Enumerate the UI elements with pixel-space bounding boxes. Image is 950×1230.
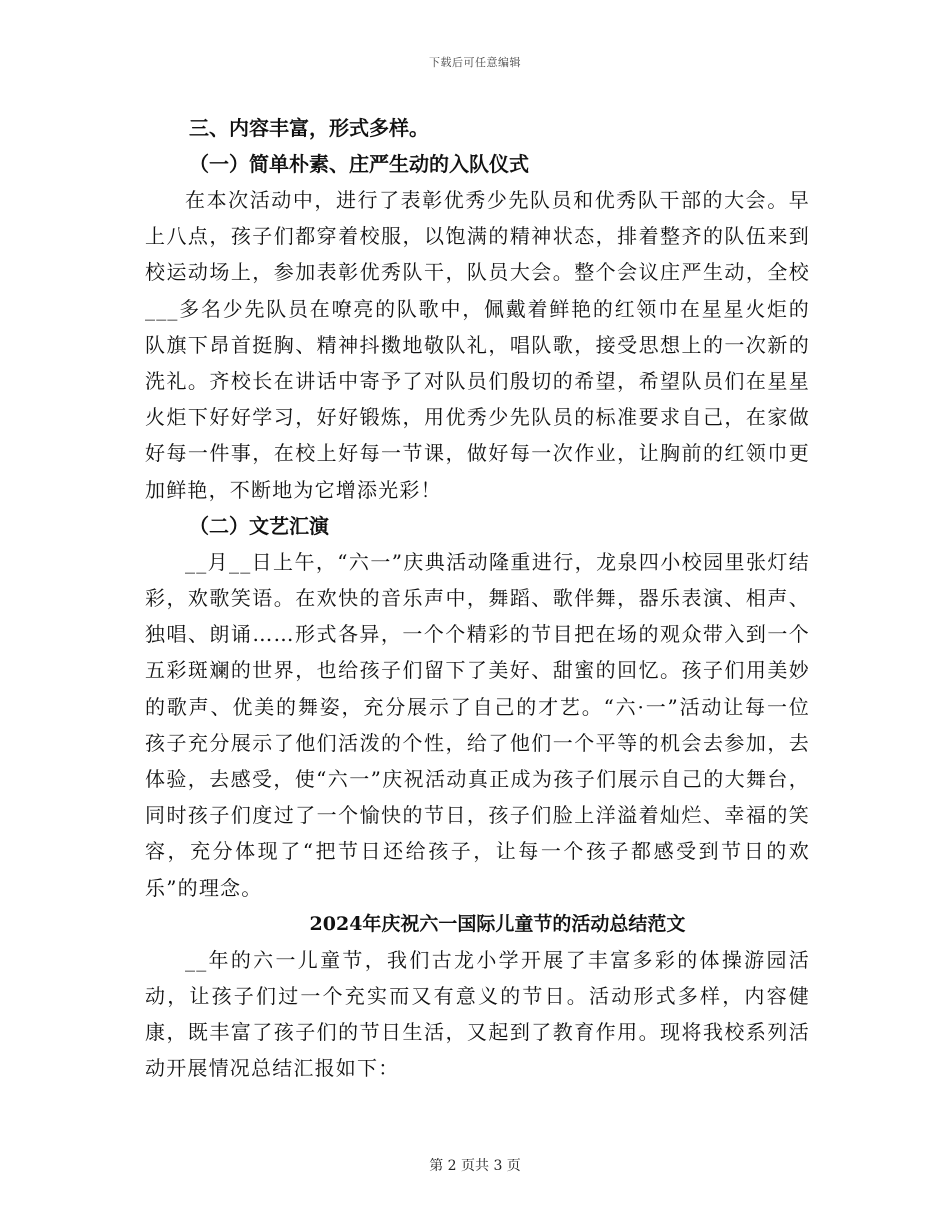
paragraph-intro: __年的六一儿童节，我们古龙小学开展了丰富多彩的体操游园活动，让孩子们过一个充实而又有意义的节日。活动形式多样，内容健康，既丰富了孩子们的节日生活，又起到了教育作用。现将我校系列活动开展情况总结汇报如下： [145, 947, 810, 1081]
subsection-heading-ceremony: （一）简单朴素、庄严生动的入队仪式 [189, 152, 529, 176]
document-body [145, 110, 810, 1087]
paragraph-ceremony: 在本次活动中，进行了表彰优秀少先队员和优秀队干部的大会。早上八点，孩子们都穿着校服，以饱满的精神状态，排着整齐的队伍来到校运动场上，参加表彰优秀队干，队员大会。整个会议庄严生动，全校___多名少先队员在嘹亮的队歌中，佩戴着鲜艳的红领巾在星星火炬的队旗下昂首挺胸、精神抖擞地敬队礼，唱队歌，接受思想上的一次新的洗礼。齐校长在讲话中寄予了对队员们殷切的希望，希望队员们在星星火炬下好好学习，好好锻炼，用优秀少先队员的标准要求自己，在家做好每一件事，在校上好每一节课，做好每一次作业，让胸前的红领巾更加鲜艳，不断地为它增添光彩！ [145, 188, 810, 502]
paragraph-performance: __月__日上午，“六一”庆典活动隆重进行，龙泉四小校园里张灯结彩，欢歌笑语。在欢快的音乐声中，舞蹈、歌伴舞，器乐表演、相声、独唱、朗诵……形式各异，一个个精彩的节目把在场的观众带入到一个五彩斑斓的世界，也给孩子们留下了美好、甜蜜的回忆。孩子们用美妙的歌声、优美的舞姿，充分展示了自己的才艺。“六·一”活动让每一位孩子充分展示了他们活泼的个性，给了他们一个平等的机会去参加，去体验，去感受，使“六一”庆祝活动真正成为孩子们展示自己的大舞台，同时孩子们度过了一个愉快的节日，孩子们脸上洋溢着灿烂、幸福的笑容，充分体现了“把节日还给孩子，让每一个孩子都感受到节日的欢乐”的理念。 [145, 549, 810, 900]
page-footer: 第 2 页共 3 页 [429, 1158, 521, 1174]
section-heading: 三、内容丰富，形式多样。 [189, 116, 429, 140]
subsection-heading-performance: （二）文艺汇演 [189, 513, 329, 538]
page-header: 下载后可任意编辑 [429, 56, 521, 69]
article-title: 2024年庆祝六一国际儿童节的活动总结范文 [309, 912, 686, 935]
